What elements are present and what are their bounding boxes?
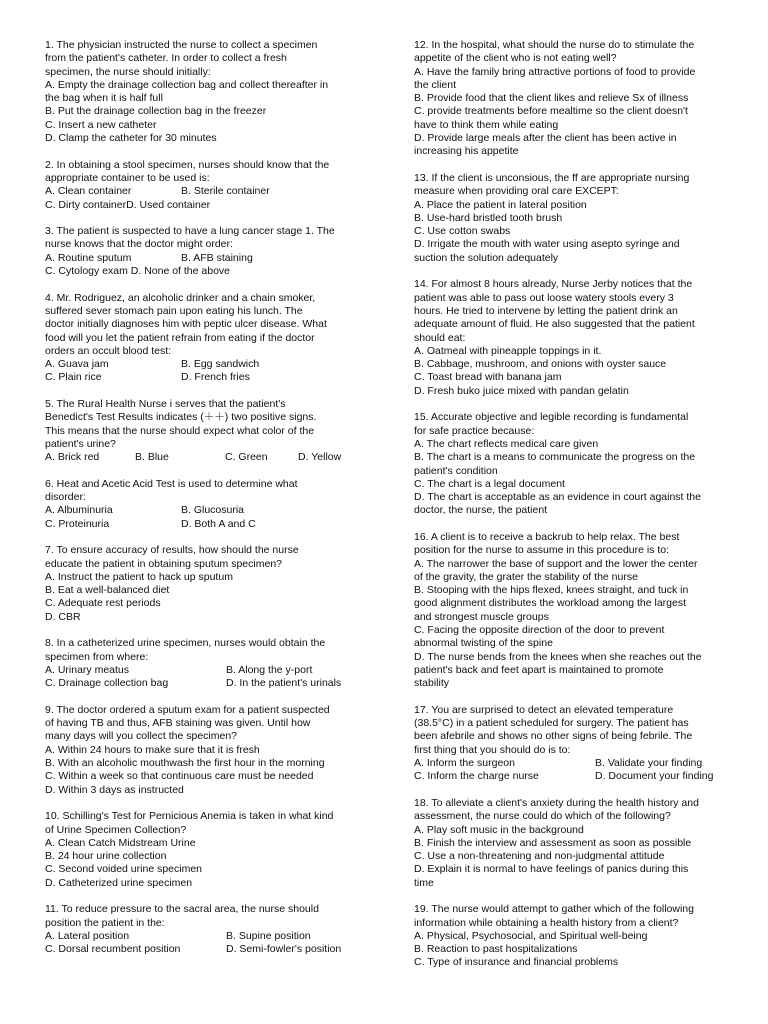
- question-stem-line: should eat:: [414, 331, 466, 344]
- answer-option: B. Reaction to past hospitalizations: [414, 943, 578, 956]
- answer-option: patient's back and feet apart is maintained to promote: [414, 663, 664, 676]
- question-block: [45, 398, 362, 464]
- answer-option: B. Use-hard bristled tooth brush: [414, 211, 563, 224]
- answer-option: C. provide treatments before mealtime so the client doesn't: [414, 105, 688, 118]
- question-stem-line: specimen, the nurse should initially:: [45, 65, 211, 78]
- question-stem-line: 13. If the client is unconsious, the ff are appropriate nursing: [414, 171, 690, 184]
- question-block: [45, 292, 362, 385]
- answer-option: C. Second voided urine specimen: [45, 863, 203, 876]
- answer-option: A. Oatmeal with pineapple toppings in it.: [414, 344, 602, 357]
- question-stem-line: doctor initially diagnoses him with peptic ulcer disease. What: [45, 318, 327, 331]
- question-stem-line: measure when providing oral care EXCEPT:: [414, 185, 619, 198]
- answer-options-row: [45, 358, 362, 371]
- answer-option: D. Catheterized urine specimen: [45, 876, 193, 889]
- answer-option: time: [414, 876, 434, 889]
- answer-option: C. Dorsal recumbent position: [45, 943, 181, 956]
- answer-option: the bag when it is half full: [45, 92, 163, 105]
- question-stem-line: 1. The physician instructed the nurse to collect a specimen: [45, 39, 318, 51]
- question-stem-line: adequate amount of fluid. He also suggested that the patient: [414, 318, 695, 331]
- answer-option: B. Cabbage, mushroom, and onions with oyster sauce: [414, 358, 667, 371]
- answer-option: D. French fries: [181, 371, 250, 384]
- question-stem-line: 11. To reduce pressure to the sacral area, the nurse should: [45, 903, 319, 916]
- question-block: [414, 797, 728, 890]
- answer-option: A. Lateral position: [45, 929, 130, 942]
- answer-option: C. Use a non-threatening and non-judgmental attitude: [414, 850, 665, 863]
- question-block: [414, 704, 728, 784]
- question-stem-line: 16. A client is to receive a backrub to help relax. The best: [414, 530, 680, 543]
- question-stem-line: been afebrile and shows no other signs of being febrile. The: [414, 730, 693, 743]
- answer-option: A. Have the family bring attractive portions of food to provide: [414, 65, 696, 78]
- answer-option: A. Play soft music in the background: [414, 823, 584, 836]
- answer-option: patient's condition: [414, 464, 498, 477]
- answer-option: good alignment distributes the workload among the largest: [414, 597, 686, 610]
- answer-option: C. Cytology exam D. None of the above: [45, 265, 231, 278]
- answer-option: D. In the patient's urinals: [226, 677, 342, 690]
- answer-option: C. Within a week so that continuous care must be needed: [45, 770, 314, 783]
- question-stem-line: educate the patient in obtaining sputum specimen?: [45, 557, 282, 570]
- question-block: [414, 411, 728, 517]
- answer-option: B. Validate your finding: [595, 757, 703, 770]
- question-stem-line: position the patient in the:: [45, 916, 165, 929]
- answer-option: B. Provide food that the client likes and relieve Sx of illness: [414, 92, 689, 105]
- question-stem-line: patient was able to pass out loose watery stools every 3: [414, 291, 674, 304]
- question-stem-line: 5. The Rural Health Nurse i serves that the patient's: [45, 398, 286, 411]
- answer-option: stability: [414, 677, 450, 690]
- question-stem-line: This means that the nurse should expect what color of the: [45, 424, 315, 437]
- question-stem-line: 15. Accurate objective and legible recording is fundamental: [414, 411, 689, 424]
- answer-options-row: [414, 770, 728, 783]
- question-block: [45, 478, 362, 531]
- answer-option: A. Brick red: [45, 451, 100, 464]
- answer-option: increasing his appetite: [414, 145, 519, 158]
- question-block: [45, 544, 362, 624]
- question-stem-line: 2. In obtaining a stool specimen, nurses should know that the: [45, 158, 330, 171]
- answer-option: A. Guava jam: [45, 358, 109, 371]
- answer-option: C. Plain rice: [45, 371, 102, 384]
- answer-option: B. AFB staining: [181, 251, 253, 264]
- answer-option: A. Clean container: [45, 185, 132, 198]
- answer-option: C. Type of insurance and financial problems: [414, 956, 619, 969]
- answer-option: have to think them while eating: [414, 118, 559, 131]
- answer-option: C. Inform the charge nurse: [414, 770, 539, 783]
- answer-option: A. Physical, Psychosocial, and Spiritual well-being: [414, 929, 648, 942]
- question-block: [45, 39, 362, 145]
- answer-option: C. Proteinuria: [45, 517, 110, 530]
- question-stem-line: 8. In a catheterized urine specimen, nurses would obtain the: [45, 637, 326, 650]
- question-stem-line: 12. In the hospital, what should the nurse do to stimulate the: [414, 39, 695, 51]
- answer-option: C. Facing the opposite direction of the door to prevent: [414, 624, 665, 637]
- answer-option: of the gravity, the grater the stability of the nurse: [414, 570, 638, 583]
- answer-option: D. Both A and C: [181, 517, 256, 530]
- answer-options-row: [45, 504, 362, 517]
- question-block: [414, 39, 728, 159]
- answer-option: A. Clean Catch Midstream Urine: [45, 836, 196, 849]
- question-stem-line: 4. Mr. Rodriguez, an alcoholic drinker and a chain smoker,: [45, 291, 316, 304]
- answer-option: D. Irrigate the mouth with water using asepto syringe and: [414, 238, 680, 251]
- answer-option: D. Yellow: [298, 451, 342, 464]
- answer-option: D. Within 3 days as instructed: [45, 783, 184, 796]
- answer-option: A. Albuminuria: [45, 504, 113, 517]
- answer-option: doctor, the nurse, the patient: [414, 504, 548, 517]
- question-stem-line: assessment, the nurse could do which of the following?: [414, 810, 671, 823]
- question-stem-line: position for the nurse to assume in this procedure is to:: [414, 544, 670, 557]
- question-stem-line: (38.5°C) in a patient scheduled for surgery. The patient has: [414, 717, 689, 730]
- answer-option: B. Blue: [135, 451, 169, 464]
- answer-option: abnormal twisting of the spine: [414, 637, 553, 650]
- answer-options-row: [45, 664, 362, 677]
- answer-options-row: [45, 943, 362, 956]
- question-stem-line: of Urine Specimen Collection?: [45, 823, 187, 836]
- question-stem-line: information while obtaining a health history from a client?: [414, 916, 679, 929]
- answer-option: C. Insert a new catheter: [45, 118, 157, 131]
- answer-option: D. Provide large meals after the client has been active in: [414, 132, 677, 145]
- question-stem-line: 3. The patient is suspected to have a lung cancer stage 1. The: [45, 225, 335, 238]
- answer-option: B. Supine position: [226, 929, 311, 942]
- answer-option: C. Use cotton swabs: [414, 225, 511, 238]
- question-stem-line: suffered sever stomach pain upon eating his lunch. The: [45, 304, 303, 317]
- question-block: [45, 225, 362, 278]
- answer-option: B. Stooping with the hips flexed, knees straight, and tuck in: [414, 584, 689, 597]
- question-stem-line: 9. The doctor ordered a sputum exam for a patient suspected: [45, 703, 330, 716]
- answer-option: B. 24 hour urine collection: [45, 850, 167, 863]
- answer-option: C. Dirty containerD. Used container: [45, 198, 211, 211]
- question-stem-line: of having TB and thus, AFB staining was given. Until how: [45, 717, 311, 730]
- question-stem-line: hours. He tried to intervene by letting the patient drink an: [414, 304, 678, 317]
- answer-option: B. The chart is a means to communicate the progress on the: [414, 451, 696, 464]
- answer-option: B. With an alcoholic mouthwash the first hour in the morning: [45, 757, 325, 770]
- question-stem-line: disorder:: [45, 491, 86, 504]
- answer-options-row: [45, 252, 362, 265]
- question-stem-line: 18. To alleviate a client's anxiety during the health history and: [414, 796, 699, 809]
- question-stem-line: 6. Heat and Acetic Acid Test is used to determine what: [45, 477, 298, 490]
- question-stem-line: 7. To ensure accuracy of results, how should the nurse: [45, 544, 299, 557]
- question-block: [45, 903, 362, 956]
- question-stem-line: first thing that you should do is to:: [414, 743, 571, 756]
- answer-option: B. Sterile container: [181, 185, 270, 198]
- answer-options-row: [45, 677, 362, 690]
- right-column: [414, 39, 728, 1024]
- answer-option: D. The nurse bends from the knees when she reaches out the: [414, 650, 702, 663]
- question-stem-line: for safe practice because:: [414, 424, 535, 437]
- question-stem-line: many days will you collect the specimen?: [45, 730, 238, 743]
- answer-option: A. The chart reflects medical care given: [414, 437, 599, 450]
- question-stem-line: nurse knows that the doctor might order:: [45, 238, 233, 251]
- answer-options-row: [45, 371, 362, 384]
- question-stem-line: food will you let the patient refrain from eating if the doctor: [45, 331, 315, 344]
- answer-option: C. Toast bread with banana jam: [414, 371, 562, 384]
- question-stem-line: appropriate container to be used is:: [45, 171, 210, 184]
- answer-option: B. Finish the interview and assessment as soon as possible: [414, 836, 692, 849]
- question-stem-line: 14. For almost 8 hours already, Nurse Jerby notices that the: [414, 278, 693, 291]
- answer-option: A. The narrower the base of support and the lower the center: [414, 557, 698, 570]
- answer-option: D. Fresh buko juice mixed with pandan gelatin: [414, 384, 629, 397]
- question-block: [45, 637, 362, 690]
- answer-option: B. Egg sandwich: [181, 358, 260, 371]
- question-block: [45, 704, 362, 797]
- answer-option: A. Place the patient in lateral position: [414, 198, 587, 211]
- question-stem-line: Benedict's Test Results indicates (＋＋) two positive signs.: [45, 411, 317, 424]
- answer-option: B. Glucosuria: [181, 504, 245, 517]
- answer-option: A. Instruct the patient to hack up sputum: [45, 570, 233, 583]
- answer-option: A. Urinary meatus: [45, 663, 130, 676]
- question-stem-line: patient's urine?: [45, 437, 116, 450]
- answer-option: D. The chart is acceptable as an evidence in court against the: [414, 491, 701, 504]
- question-stem-line: from the patient's catheter. In order to collect a fresh: [45, 52, 287, 65]
- answer-option: D. Clamp the catheter for 30 minutes: [45, 132, 217, 145]
- answer-option: A. Routine sputum: [45, 251, 132, 264]
- question-stem-line: specimen from where:: [45, 650, 149, 663]
- left-column: [45, 39, 362, 1024]
- answer-options-row: [45, 185, 362, 198]
- answer-option: the client: [414, 78, 457, 91]
- answer-option: A. Within 24 hours to make sure that it is fresh: [45, 743, 260, 756]
- question-block: [414, 531, 728, 691]
- question-stem-line: orders an occult blood test:: [45, 344, 172, 357]
- answer-option: B. Along the y-port: [226, 663, 313, 676]
- question-block: [414, 903, 728, 969]
- question-block: [45, 159, 362, 212]
- answer-option: D. Document your finding: [595, 770, 714, 783]
- answer-option: suction the solution adequately: [414, 251, 559, 264]
- answer-option: D. Semi-fowler's position: [226, 943, 342, 956]
- answer-option: B. Eat a well-balanced diet: [45, 584, 170, 597]
- answer-options-row: [45, 930, 362, 943]
- answer-option: D. Explain it is normal to have feelings of panics during this: [414, 863, 689, 876]
- question-stem-line: 17. You are surprised to detect an elevated temperature: [414, 703, 674, 716]
- question-stem-line: 19. The nurse would attempt to gather which of the following: [414, 903, 694, 916]
- question-block: [414, 278, 728, 398]
- answer-options-row: [45, 451, 362, 464]
- answer-options-row: [45, 518, 362, 531]
- answer-option: C. Drainage collection bag: [45, 677, 169, 690]
- answer-option: C. The chart is a legal document: [414, 477, 565, 490]
- question-stem-line: appetite of the client who is not eating well?: [414, 52, 617, 65]
- answer-option: B. Put the drainage collection bag in the freezer: [45, 105, 267, 118]
- answer-option: and strongest muscle groups: [414, 610, 549, 623]
- answer-option: C. Green: [225, 451, 268, 464]
- answer-options-row: [414, 757, 728, 770]
- question-block: [45, 810, 362, 890]
- answer-option: D. CBR: [45, 610, 81, 623]
- question-stem-line: 10. Schilling's Test for Pernicious Anemia is taken in what kind: [45, 810, 334, 823]
- answer-option: A. Inform the surgeon: [414, 757, 515, 770]
- answer-option: A. Empty the drainage collection bag and collect thereafter in: [45, 78, 329, 91]
- answer-option: C. Adequate rest periods: [45, 597, 161, 610]
- question-block: [414, 172, 728, 265]
